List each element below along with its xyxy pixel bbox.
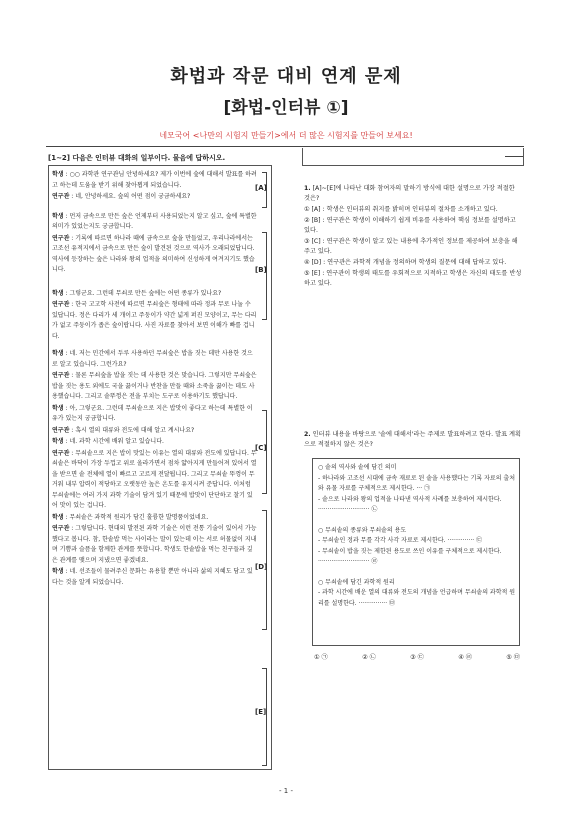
page-subtitle: [화법-인터뷰 ①] (223, 98, 349, 118)
turn-6: 연구관 : 한국 고고학 사전에 따르면 무쇠숲은 형태에 따라 정과 무로 나눌 수 있답니다. 정은 다리가 세 개이고 주둥이가 약간 넓게 퍼진 모양이고, 무는 다리가 없고 주둥이가 좁은 숲이랍니다. 사진 자료를 찾아서 보면 이해가 빠를 겁니다. (52, 301, 257, 340)
question-2 (304, 430, 522, 451)
outline-item-2a: - 무쇠솥인 정과 무를 각각 사각 자료로 제시한다. ·············· ㉢ (318, 537, 483, 544)
q2-answer-4[interactable]: ④ ㉣ (458, 654, 472, 661)
outline-item-1b: - 솥으로 나라와 왕의 업적을 나타낸 역사적 사례를 보충하여 제시한다. ··························· ㉡ (318, 495, 502, 513)
bracket-line-b (262, 232, 267, 320)
outline-item-3a: - 과학 시간에 배운 열의 대류와 전도의 개념을 언급하며 무쇠솥의 과학적 원리를 설명한다. ··············· ㉤ (318, 589, 516, 607)
turn-5: 학생 : 그렇군요. 그런데 무쇠로 만든 숲에는 어떤 종류가 있나요? (52, 289, 222, 297)
turn-11: 학생 : 네. 과학 시간에 배워 알고 있습니다. (52, 438, 164, 445)
question-1-number: 1. (304, 185, 311, 192)
passage-instruction: [1~2] 다음은 인터뷰 대화의 일부이다. 물음에 답하시오. (48, 154, 226, 162)
page-number: - 1 - (279, 787, 293, 795)
q2-answer-5[interactable]: ⑤ ㉤ (506, 654, 520, 661)
bracket-e: [E] (255, 708, 267, 716)
passage-conversation (52, 170, 257, 589)
q1-option-2[interactable]: ② [B] : 연구관은 학생이 이해하기 쉽게 비유를 사용하여 핵심 정보를 설명하고 있다. (304, 217, 516, 234)
turn-9: 학생 : 아, 그렇군요. 그런데 무쇠솥으로 지은 밥맛이 좋다고 하는데 특별한 이유가 있는지 궁금합니다. (52, 404, 253, 422)
bracket-d: [D] (255, 563, 268, 571)
turn-4: 연구관 : 기록에 따르면 하나라 때에 금속으로 숲을 만들었고, 우리나라에서는 고조선 유적지에서 금속으로 만든 숲이 발견된 것으로 역사가 오래되었답니다. 역사에 등장하는 숲은 나라와 왕의 업적을 의미하여 신성하게 여겨지기도 했습니다. (52, 234, 255, 273)
q2-answer-1[interactable]: ① ㉠ (314, 654, 328, 661)
bracket-c: [C] (255, 444, 267, 452)
q1-option-5[interactable]: ⑤ [E] : 연구관이 학생의 태도를 우회적으로 지적하고 학생은 자신의 태도를 반성하고 있다. (304, 270, 522, 287)
question-1-stem: [A]~[E]에 나타난 대화 참여자의 말하기 방식에 대한 설명으로 가장 적절한 것은? (304, 185, 515, 202)
turn-7: 학생 : 네. 저는 민간에서 두루 사용하던 무쇠숲은 밥을 짓는 데만 사용한 것으로 알고 있습니다. 그런가요? (52, 350, 253, 368)
outline-content (318, 463, 516, 609)
promo-text: 네모국어 <나만의 시험지 만들기>에서 더 많은 시험지를 만들어 보세요! (159, 131, 413, 140)
bracket-a: [A] (255, 184, 267, 192)
outline-item-1a: - 하나라와 고조선 시대에 금속 재료로 된 솥을 사용했다는 기록 자료의 출처와 유물 자료를 구체적으로 제시한다. ··· ㉠ (318, 474, 516, 492)
bracket-line-e (262, 668, 267, 766)
q2-answer-choices (314, 652, 520, 661)
outline-heading-1: ○ 솥의 역사와 솥에 담긴 의미 (318, 464, 397, 471)
turn-2: 연구관 : 네, 안녕하세요. 숲의 어떤 점이 궁금하세요? (52, 193, 191, 200)
q1-option-3[interactable]: ③ [C] : 연구관은 학생이 알고 있는 내용에 추가적인 정보를 제공하여 보충을 해 주고 있다. (304, 238, 518, 255)
turn-13: 학생 : 무쇠솥은 과학적 원리가 담긴 훌륭한 발명품이었네요. (52, 513, 209, 521)
outline-heading-3: ○ 무쇠솥에 담긴 과학적 원리 (318, 578, 395, 586)
q2-answer-2[interactable]: ② ㉡ (362, 654, 376, 661)
question-1 (304, 184, 522, 290)
page-title: 화법과 작문 대비 연계 문제 (170, 66, 402, 87)
question-2-number: 2. (304, 431, 311, 438)
turn-14: 연구관 : 그렇답니다. 현대의 발전된 과학 기술은 이런 전통 기술이 있어서 가능했다고 봅니다. 참, 한솥밥 먹는 사이라는 말이 있는데 이는 서로 허물없이 지내며 기쁨과 슬픔을 함께한 관계를 뜻합니다. 학생도 한솥밥을 먹는 친구들과 깊은 관계를 맺으며 지냈으면 좋겠네요. (52, 525, 257, 564)
outline-item-2b: - 무쇠솥이 밥을 짓는 제한된 용도로 쓰인 이유를 구체적으로 제시한다. ··························· ㉣ (318, 547, 502, 565)
outline-heading-2: ○ 무쇠솥의 종류와 무쇠솥의 용도 (318, 526, 407, 534)
question-2-stem: 인터뷰 내용을 바탕으로 '솥에 대해서'라는 주제로 발표하려고 한다. 발표 계획으로 적절하지 않은 것은? (304, 431, 521, 448)
turn-3: 학생 : 먼저 금속으로 만든 숲은 언제부터 사용되었는지 알고 싶고, 숲에 특별한 의미가 있었는지도 궁금합니다. (52, 212, 257, 230)
turn-15: 학생 : 네. 선조들이 물려주신 문화는 유용할 뿐만 아니라 삶의 지혜도 담고 있다는 것을 알게 되었습니다. (52, 568, 253, 586)
turn-10: 연구관 : 혹시 열의 대류와 전도에 대해 알고 계시나요? (52, 426, 195, 434)
q1-option-4[interactable]: ④ [D] : 연구관은 과학적 개념을 정의하며 학생의 질문에 대해 답하고 있다. (304, 259, 507, 266)
bracket-line-c (262, 410, 267, 494)
turn-1: 학생 : ○○ 과학관 연구관님 안녕하세요? 제가 이번에 숲에 대해서 발표를 하려고 하는데 도움을 받기 위해 찾아뵙게 되었습니다. (52, 171, 257, 189)
bracket-b: [B] (255, 266, 267, 274)
right-top-box (302, 148, 524, 166)
right-top-bar (505, 156, 523, 157)
header-divider (46, 146, 524, 147)
turn-8: 연구관 : 물론 무쇠숲을 밥을 짓는 데 사용한 것은 맞습니다. 그렇지만 무쇠숲은 밥을 짓는 용도 외에도 국을 끓이거나 반찬을 만들 때와 소죽을 끓이는 데도 사용했습니다. 그리고 솥뚜껑은 전을 부치는 도구로 이용하기도 했답니다. (52, 372, 257, 400)
turn-12: 연구관 : 무쇠솥으로 지은 밥이 맛있는 이유는 열의 대류와 전도에 있답니다. 무쇠솥은 바닥이 가장 두껍고 위로 올라가면서 점차 얇아지게 만들어져 있어서 열을 받으면 솥 전체에 열이 빠르고 고르게 전달됩니다. 그리고 무쇠솥 뚜껑이 무거워 내부 압력이 적당하고 오랫동안 높은 온도를 유지시켜 준답니다. 이처럼 무쇠솥에는 여러 가지 과학 기술이 담겨 있기 때문에 밥맛이 단단하고 찰기 있어 맛이 있는 겁니다. (52, 449, 257, 509)
q1-option-1[interactable]: ① [A] : 학생은 인터뷰의 취지를 밝히며 인터뷰의 절차를 소개하고 있다. (304, 206, 498, 213)
q2-answer-3[interactable]: ③ ㉢ (410, 654, 424, 661)
